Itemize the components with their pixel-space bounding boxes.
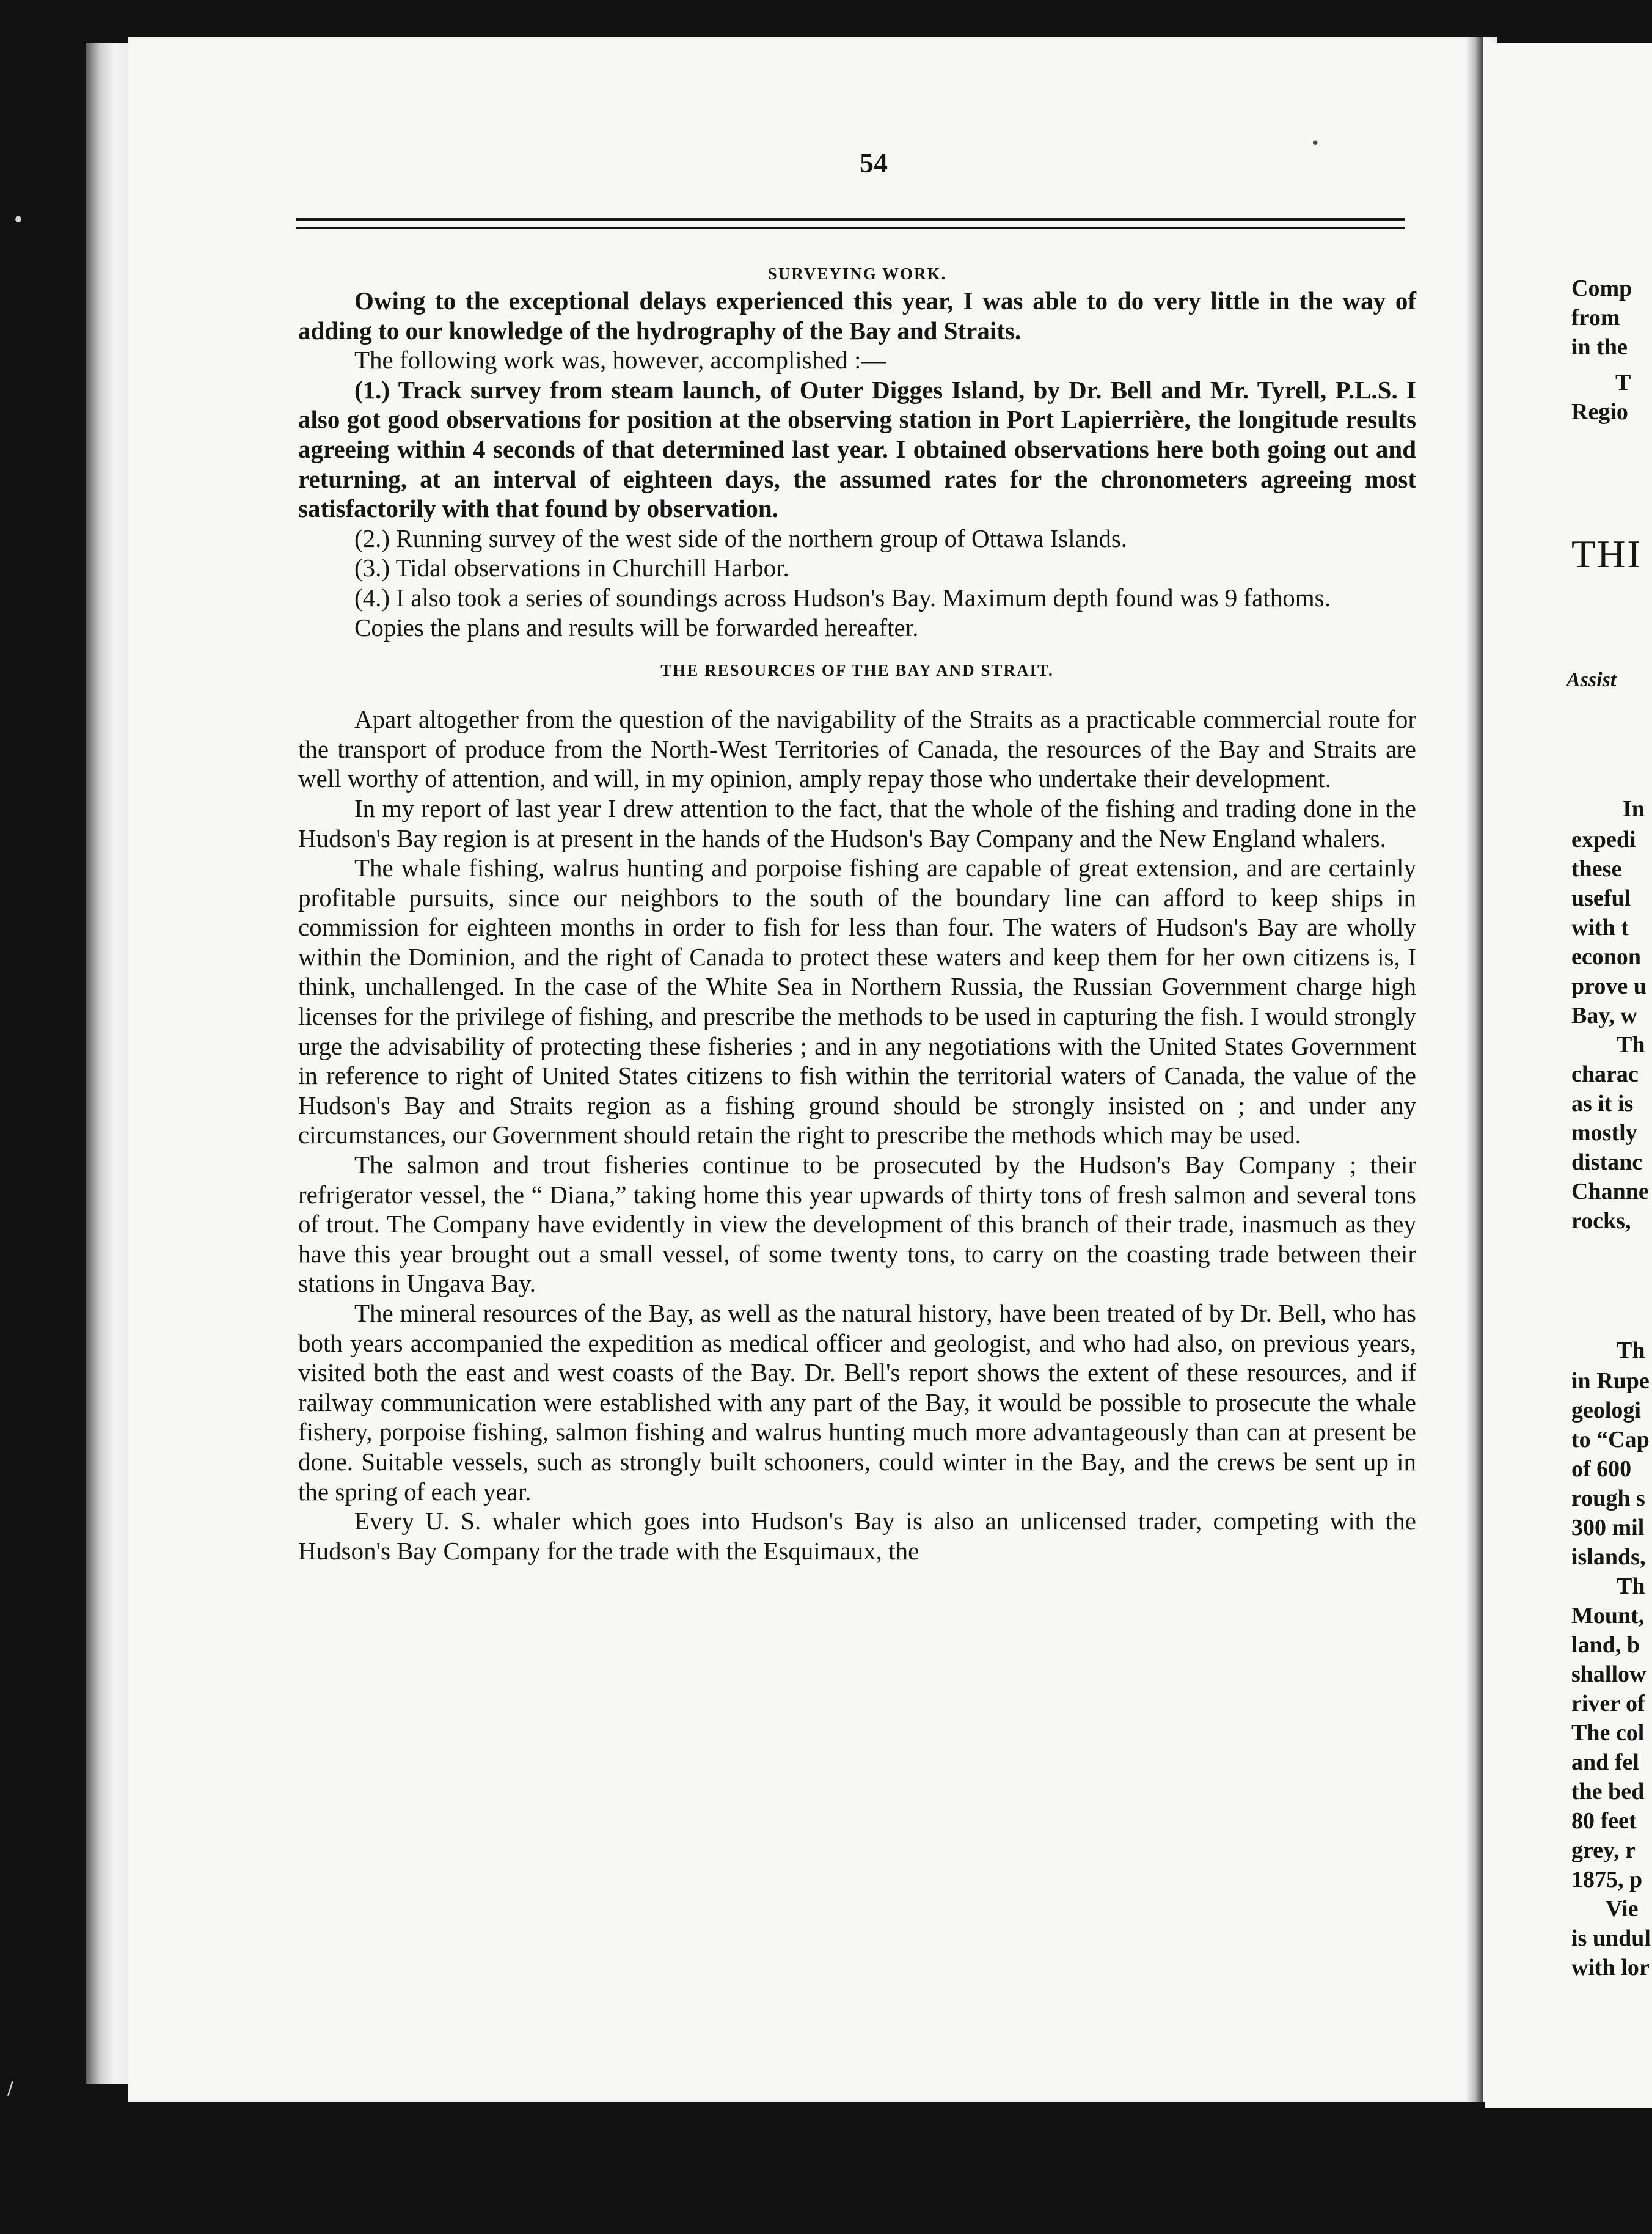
right-page-text — [1485, 43, 1652, 2108]
section-heading-resources: THE RESOURCES OF THE BAY AND STRAIT. — [660, 661, 1054, 680]
right-line: in the — [1571, 334, 1628, 360]
right-line: in Rupe — [1571, 1368, 1650, 1394]
section-heading-surveying: SURVEYING WORK. — [767, 265, 947, 283]
right-line: shallow — [1571, 1661, 1647, 1687]
page-number: 54 — [860, 147, 888, 178]
right-line: 1875, p — [1571, 1867, 1643, 1892]
right-line: rocks, — [1571, 1208, 1631, 1234]
right-line: of 600 — [1571, 1456, 1632, 1482]
right-line: land, b — [1571, 1632, 1640, 1658]
right-line: Th — [1617, 1573, 1645, 1599]
right-line: T — [1615, 370, 1631, 395]
right-line: grey, r — [1571, 1837, 1636, 1863]
right-page-subheading: Assist — [1566, 668, 1617, 691]
right-line: 80 feet — [1571, 1808, 1637, 1834]
right-line: mostly — [1571, 1120, 1637, 1146]
right-line: Th — [1617, 1032, 1645, 1058]
right-line: The col — [1571, 1720, 1645, 1746]
right-line: from — [1571, 305, 1620, 331]
paragraph: (4.) I also took a series of soundings across Hudson's Bay. Maximum depth found was 9 fathoms. — [354, 583, 1331, 612]
scan-mark-left: • — [12, 208, 25, 232]
right-line: rough s — [1571, 1485, 1645, 1511]
scan-mark-lower: ∕ — [7, 2078, 14, 2099]
header-rule-thick — [296, 218, 1405, 221]
paragraph: Apart altogether from the question of the navigability of the Straits as a practicable commercial route for the transport of produce from the North-West Territories of Canada, the resources of the Bay and Straits are well worthy of attention, and will, in my opinion, amply repay those who undertake their development. — [298, 705, 1416, 793]
right-line: In — [1623, 796, 1645, 822]
right-line: islands, — [1571, 1544, 1646, 1570]
right-line: distanc — [1571, 1149, 1643, 1175]
right-line: river of — [1571, 1691, 1645, 1716]
paragraph: Copies the plans and results will be forwarded hereafter. — [354, 613, 919, 642]
right-line: prove u — [1571, 973, 1647, 999]
paragraph: The whale fishing, walrus hunting and porpoise fishing are capable of great extension, and are certainly profitable pursuits, since our neighbors to the south of the boundary line can afford to keep ships in commission for eighteen months in order to fish for less than four. The waters of Hudson's Bay are wholly within the Dominion, and the right of Canada to protect these waters and keep them for her own citizens is, I think, unchallenged. In the case of the White Sea in Northern Russia, the Russian Government charge high licenses for the privilege of fishing, and prescribe the methods to be used in capturing the fish. I would strongly urge the advisability of protecting these fisheries ; and in any negotiations with the United States Government in reference to right of United States citizens to fish within the territorial waters of Canada, the value of the Hudson's Bay and Straits region as a fishing ground should be strongly insisted on ; and under any circumstances, our Government should retain the right to prescribe the methods which may be used. — [298, 854, 1416, 1149]
right-line: with t — [1571, 915, 1629, 940]
right-line: Bay, w — [1571, 1003, 1637, 1028]
right-line: Mount, — [1571, 1603, 1645, 1628]
right-line: to “Cap — [1571, 1427, 1650, 1452]
right-line: Channe — [1571, 1179, 1649, 1204]
paragraph: In my report of last year I drew attention to the fact, that the whole of the fishing and trading done in the Hudson's Bay region is at present in the hands of the Hudson's Bay Company and the New England whalers. — [298, 794, 1416, 852]
right-line: Comp — [1571, 276, 1632, 301]
left-page-body — [298, 262, 1416, 1566]
paragraph: The following work was, however, accomplished :— — [354, 346, 886, 375]
paragraph: (2.) Running survey of the west side of the northern group of Ottawa Islands. — [354, 524, 1128, 552]
right-line: the bed — [1571, 1779, 1645, 1804]
book-gutter — [1466, 37, 1483, 2102]
header-rule-thin — [296, 227, 1405, 229]
right-line: with lor — [1571, 1955, 1650, 1980]
right-line: charac — [1571, 1061, 1639, 1087]
right-line: Regio — [1571, 399, 1628, 425]
right-line: 300 mil — [1571, 1515, 1645, 1540]
paragraph: The mineral resources of the Bay, as well as the natural history, have been treated of by Dr. Bell, who has both years accompanied the expedition as medical officer and geologist, and who had also, on previous years, visited both the east and west coasts of the Bay. Dr. Bell's report shows the extent of these resources, and if railway communication were established with any part of the Bay, it would be possible to prosecute the whale fishery, porpoise fishing, salmon fishing and walrus hunting much more advantageously than can at present be done. Suitable vessels, such as strongly built schooners, could winter in the Bay, and the crews be sent up in the spring of each year. — [298, 1299, 1416, 1506]
paragraph: (3.) Tidal observations in Churchill Harbor. — [354, 554, 789, 582]
ink-speck: • — [1310, 134, 1320, 153]
paragraph: (1.) Track survey from steam launch, of Outer Digges Island, by Dr. Bell and Mr. Tyrell, P.L.S. I also got good observations for position at the observing station in Port Lapierrière, the longitude results agreeing within 4 seconds of that determined last year. I obtained observations here both going out and returning, at an interval of eighteen days, the assumed rates for the chronometers agreeing most satisfactorily with that found by observation. — [298, 375, 1416, 523]
right-line: as it is — [1571, 1091, 1634, 1116]
right-line: and fel — [1571, 1749, 1639, 1775]
right-line: these — [1571, 856, 1622, 882]
right-line: Vie — [1606, 1896, 1639, 1922]
right-line: geologi — [1571, 1397, 1641, 1423]
right-line: econon — [1571, 944, 1641, 970]
right-line: is undul — [1571, 1925, 1651, 1951]
right-line: expedi — [1571, 827, 1636, 852]
paragraph: Owing to the exceptional delays experienced this year, I was able to do very little in the way of adding to our knowledge of the hydrography of the Bay and Straits. — [298, 287, 1416, 345]
right-line: useful — [1571, 885, 1631, 911]
paragraph: The salmon and trout fisheries continue to be prosecuted by the Hudson's Bay Company ; their refrigerator vessel, the “ Diana,” taking home this year upwards of thirty tons of fresh salmon and several tons of trout. The Company have evidently in view the development of this branch of their trade, inasmuch as they have this year brought out a small vessel, of some twenty tons, to carry on the coasting trade between their stations in Ungava Bay. — [298, 1151, 1416, 1298]
right-page-heading: THI — [1571, 532, 1642, 576]
page-stack-edge — [86, 43, 134, 2084]
paragraph: Every U. S. whaler which goes into Hudson's Bay is also an unlicensed trader, competing with the Hudson's Bay Company for the trade with the Esquimaux, the — [298, 1507, 1416, 1565]
right-line: Th — [1617, 1338, 1645, 1363]
right-page — [1485, 43, 1652, 2108]
